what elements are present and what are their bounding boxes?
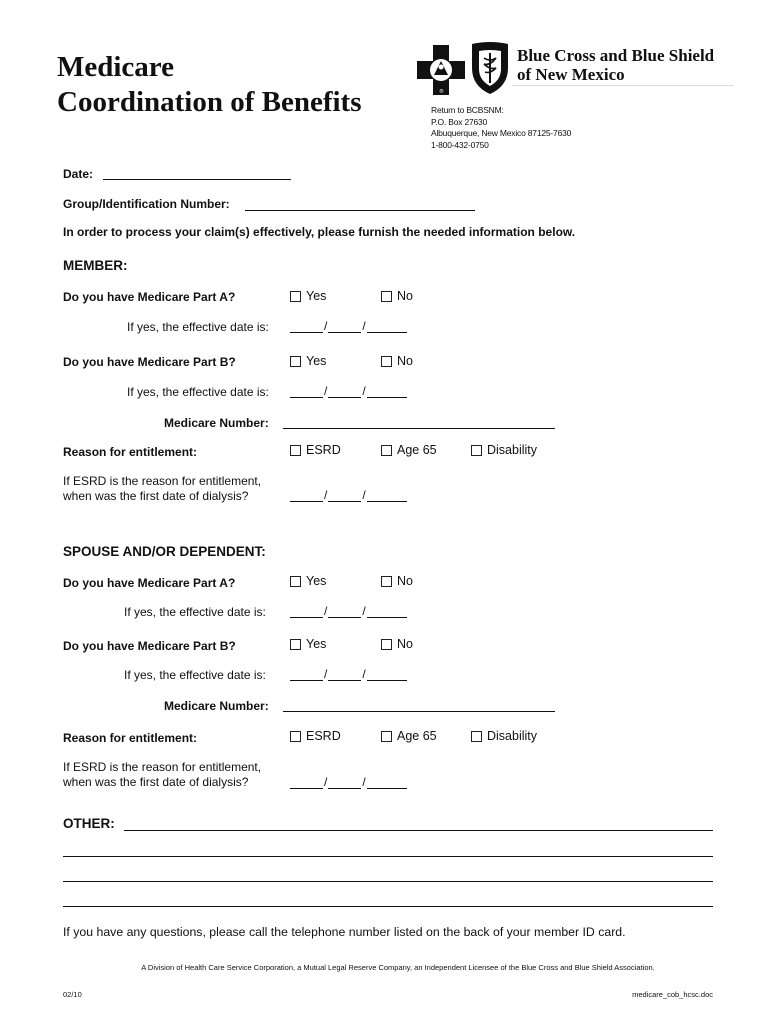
- member-part-b-date-label: If yes, the effective date is:: [127, 385, 269, 399]
- checkbox-icon: [290, 576, 301, 587]
- org-name-line-2: of New Mexico: [517, 65, 625, 84]
- checkbox-icon: [290, 445, 301, 456]
- member-part-b-question: Do you have Medicare Part B?: [63, 355, 236, 369]
- checkbox-icon: [471, 731, 482, 742]
- blue-shield-logo-icon: [468, 42, 512, 96]
- city-state-zip: Albuquerque, New Mexico 87125-7630: [431, 128, 572, 138]
- group-id-label: Group/Identification Number:: [63, 197, 230, 211]
- spouse-esrd-checkbox[interactable]: ESRD: [290, 729, 341, 743]
- form-revision-date: 02/10: [63, 990, 82, 999]
- other-field-line-1[interactable]: [124, 830, 713, 831]
- other-label: OTHER:: [63, 816, 115, 831]
- phone-number: 1-800-432-0750: [431, 139, 489, 150]
- member-part-b-no-checkbox[interactable]: No: [381, 354, 413, 368]
- checkbox-icon: [381, 731, 392, 742]
- org-name-line-1: Blue Cross and Blue Shield: [517, 46, 715, 65]
- division-statement: A Division of Health Care Service Corporation, a Mutual Legal Reserve Company, an Independent Licensee of the Blue Cross and Blue Shield Association.: [141, 963, 655, 972]
- spouse-part-b-date-field[interactable]: / /: [290, 667, 407, 681]
- member-heading: MEMBER:: [63, 258, 128, 273]
- member-part-a-date-field[interactable]: / /: [290, 319, 407, 333]
- member-esrd-question-line-1: If ESRD is the reason for entitlement,: [63, 474, 262, 488]
- instructions-text: In order to process your claim(s) effectively, please furnish the needed information below.: [63, 225, 576, 239]
- member-part-a-no-checkbox[interactable]: No: [381, 289, 413, 303]
- spouse-part-a-date-field[interactable]: / /: [290, 604, 407, 618]
- spouse-disability-checkbox[interactable]: Disability: [471, 729, 537, 743]
- title-line-1: Medicare: [57, 51, 175, 83]
- spouse-part-a-question: Do you have Medicare Part A?: [63, 576, 236, 590]
- spouse-reason-label: Reason for entitlement:: [63, 731, 198, 745]
- svg-text:®: ®: [439, 89, 444, 95]
- date-field[interactable]: [103, 179, 291, 180]
- member-age65-checkbox[interactable]: Age 65: [381, 443, 437, 457]
- return-to-label: Return to BCBSNM:: [431, 105, 504, 115]
- spouse-part-b-yes-checkbox[interactable]: Yes: [290, 637, 326, 651]
- member-part-a-question: Do you have Medicare Part A?: [63, 290, 236, 304]
- spouse-part-b-question: Do you have Medicare Part B?: [63, 639, 236, 653]
- group-id-field[interactable]: [245, 210, 475, 211]
- spouse-esrd-question-line-1: If ESRD is the reason for entitlement,: [63, 760, 262, 774]
- spouse-dialysis-date-field[interactable]: / /: [290, 775, 407, 789]
- member-esrd-checkbox[interactable]: ESRD: [290, 443, 341, 457]
- checkbox-icon: [471, 445, 482, 456]
- spouse-esrd-question-line-2: when was the first date of dialysis?: [63, 775, 249, 789]
- checkbox-icon: [290, 291, 301, 302]
- member-part-b-date-field[interactable]: / /: [290, 384, 407, 398]
- checkbox-icon: [381, 445, 392, 456]
- po-box: P.O. Box 27630: [431, 116, 488, 127]
- spouse-age65-checkbox[interactable]: Age 65: [381, 729, 437, 743]
- other-field-line-4[interactable]: [63, 906, 713, 907]
- spouse-part-b-no-checkbox[interactable]: No: [381, 637, 413, 651]
- spouse-heading: SPOUSE AND/OR DEPENDENT:: [63, 544, 266, 559]
- spouse-part-a-yes-checkbox[interactable]: Yes: [290, 574, 326, 588]
- member-reason-label: Reason for entitlement:: [63, 445, 198, 459]
- checkbox-icon: [381, 291, 392, 302]
- checkbox-icon: [381, 576, 392, 587]
- member-medicare-number-label: Medicare Number:: [164, 416, 269, 430]
- checkbox-icon: [290, 356, 301, 367]
- blue-cross-logo-icon: [417, 45, 465, 95]
- member-part-b-yes-checkbox[interactable]: Yes: [290, 354, 326, 368]
- other-field-line-3[interactable]: [63, 881, 713, 882]
- date-label: Date:: [63, 167, 94, 181]
- logo-underline: [512, 85, 734, 86]
- spouse-medicare-number-label: Medicare Number:: [164, 699, 269, 713]
- other-field-line-2[interactable]: [63, 856, 713, 857]
- member-part-a-yes-checkbox[interactable]: Yes: [290, 289, 326, 303]
- document-filename: medicare_cob_hcsc.doc: [632, 990, 713, 999]
- title-line-2: Coordination of Benefits: [57, 86, 362, 118]
- member-esrd-question-line-2: when was the first date of dialysis?: [63, 489, 249, 503]
- checkbox-icon: [381, 356, 392, 367]
- member-part-a-date-label: If yes, the effective date is:: [127, 320, 269, 334]
- spouse-part-b-date-label: If yes, the effective date is:: [124, 668, 266, 682]
- spouse-medicare-number-field[interactable]: [283, 711, 555, 712]
- member-disability-checkbox[interactable]: Disability: [471, 443, 537, 457]
- questions-note: If you have any questions, please call the telephone number listed on the back of your member ID card.: [63, 925, 626, 939]
- checkbox-icon: [381, 639, 392, 650]
- checkbox-icon: [290, 731, 301, 742]
- spouse-part-a-no-checkbox[interactable]: No: [381, 574, 413, 588]
- checkbox-icon: [290, 639, 301, 650]
- member-medicare-number-field[interactable]: [283, 428, 555, 429]
- spouse-part-a-date-label: If yes, the effective date is:: [124, 605, 266, 619]
- member-dialysis-date-field[interactable]: / /: [290, 488, 407, 502]
